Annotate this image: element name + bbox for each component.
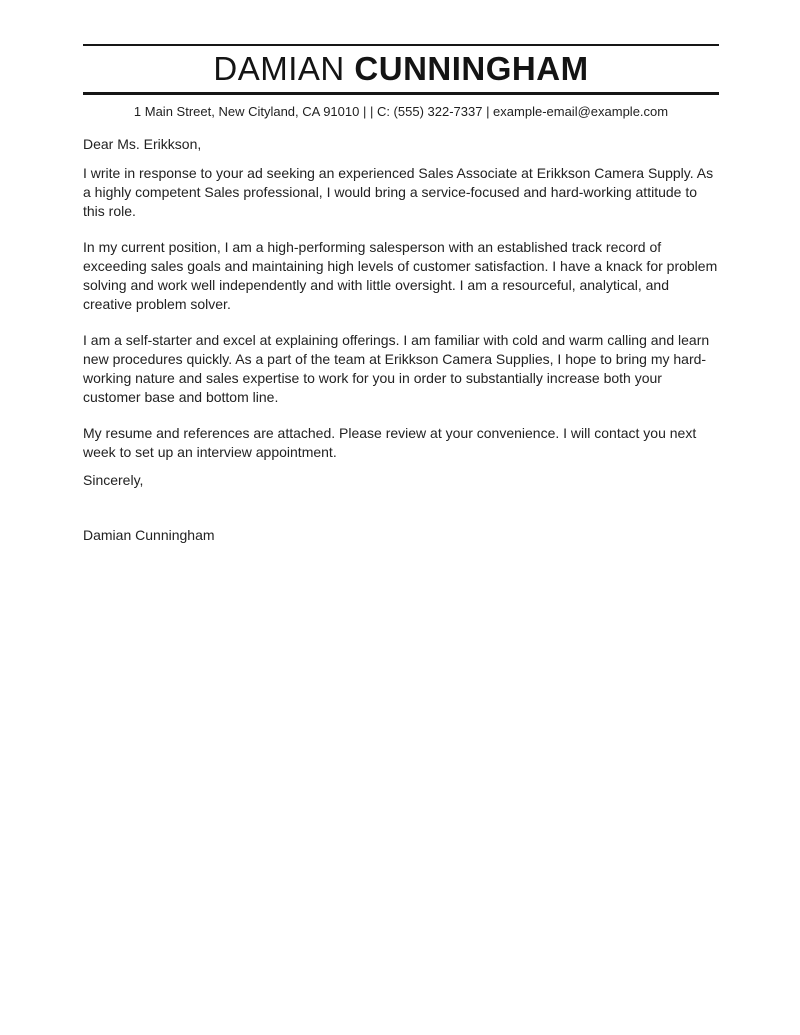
- signature: Damian Cunningham: [83, 527, 215, 543]
- closing: Sincerely,: [83, 472, 144, 488]
- first-name: DAMIAN: [213, 50, 345, 87]
- paragraph-2: In my current position, I am a high-performing salesperson with an established track record of exceeding sales goals and maintaining high levels of customer satisfaction. I have a knack for problem solving and work well independently and with little oversight. I am a resourceful, analytical, and creative problem solver.: [83, 239, 718, 312]
- letter-body: [83, 135, 719, 545]
- last-name: CUNNINGHAM: [354, 50, 589, 87]
- paragraph-3: I am a self-starter and excel at explaining offerings. I am familiar with cold and warm calling and learn new procedures quickly. As a part of the team at Erikkson Camera Supplies, I hope to bring my hard-working nature and sales expertise to work for you in order to substantially increase both your customer base and bottom line.: [83, 332, 710, 405]
- paragraph-4: My resume and references are attached. Please review at your convenience. I will contact you next week to set up an interview appointment.: [83, 425, 697, 460]
- contact-info: 1 Main Street, New Cityland, CA 91010 | | C: (555) 322-7337 | example-email@example.com: [133, 104, 669, 119]
- page-title: [83, 46, 719, 92]
- salutation: Dear Ms. Erikkson,: [83, 136, 202, 152]
- paragraph-1: I write in response to your ad seeking an experienced Sales Associate at Erikkson Camera Supply. As a highly competent Sales professional, I would bring a service-focused and hard-working attitude to this role.: [83, 165, 714, 219]
- header-bottom-rule: [83, 92, 719, 95]
